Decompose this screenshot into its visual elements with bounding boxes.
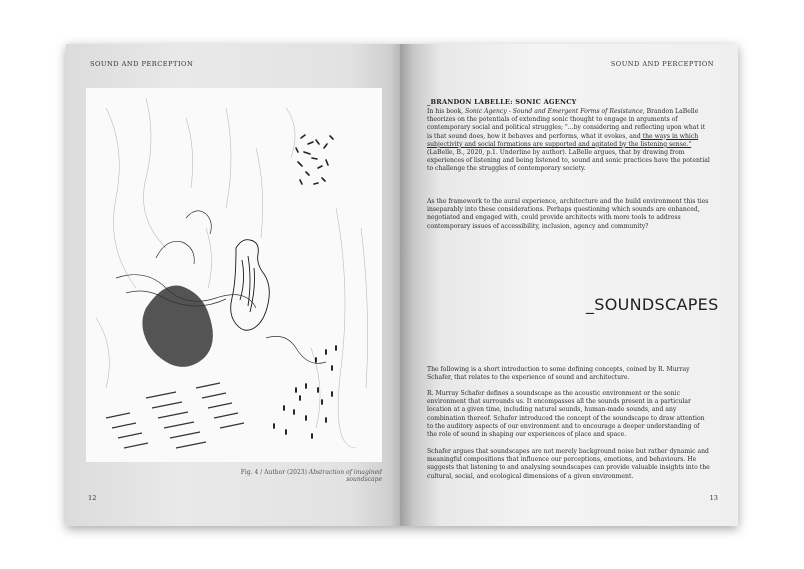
figure-caption (232, 469, 382, 484)
caption-title: Abstraction of imagined soundscape (308, 469, 382, 484)
page-number-left: 12 (88, 494, 97, 502)
soundscape-sketch-image (86, 88, 382, 462)
caption-prefix: Fig. 4 / Author (2023) (240, 469, 309, 476)
p1-body: , Brandon LaBelle theorizes on the potentials of extending sonic thought to engage in arguments of contemporary social and political struggles; "...by considering and reflecting upon what it is that sound does, how it behaves and performs, what it evokes, and (427, 108, 706, 140)
book-title: Sonic Agency - Sound and Emergent Forms of Resistance (465, 108, 643, 115)
section-heading-soundscapes: _SOUNDSCAPES (586, 295, 719, 314)
sketch-figure (86, 88, 382, 462)
left-page (66, 44, 400, 526)
running-head-left: SOUND AND PERCEPTION (90, 60, 194, 68)
underlined-quote: the ways in which subjectivity and social formations are supported and agitated by the listening sense." (427, 132, 699, 148)
paragraph-soundscape-argument: Schafer argues that soundscapes are not merely background noise but rather dynamic and meaningful compositions that influence our perceptions, emotions, and behaviours. He suggests that listening to and analysing soundscapes can provide valuable insights into the cultural, social, and ecological dimensions of a given environment. (427, 448, 710, 480)
book-spread (66, 44, 738, 526)
paragraph-labelle (427, 108, 710, 174)
p1-end: (LaBelle, B., 2020, p.1. Underline by author). LaBelle argues, that by drawing from experiences of listening and being listened to, sound and sonic practices have the potential to challenge the struggles of contemporary society. (427, 149, 710, 173)
running-head-right: SOUND AND PERCEPTION (610, 60, 714, 68)
section-heading-labelle: _BRANDON LABELLE: SONIC AGENCY (427, 98, 577, 106)
p1-intro: In his book, (427, 108, 466, 115)
right-page (400, 44, 738, 526)
page-number-right: 13 (709, 494, 718, 502)
paragraph-soundscape-definition: R. Murray Schafer defines a soundscape as the acoustic environment or the sonic environment that surrounds us. It encompasses all the sounds present in a particular location at a given time, including natural sounds, human-made sounds, and any combination thereof. Schafer introduced the concept of the soundscape to draw attention to the auditory aspects of our environment and to encourage a deeper understanding of the role of sound in shaping our experiences of place and space. (427, 390, 705, 439)
paragraph-intro-schafer: The following is a short introduction to some defining concepts, coined by R. Murray Schafer, that relates to the experience of sound and architecture. (427, 366, 690, 382)
paragraph-architecture: As the framework to the aural experience, architecture and the build environment this ties inseparably into these considerations. Perhaps questioning which sounds are enhanced, negotiated and engaged with, could provide architects with more tools to address contemporary issues of accessibility, inclusion, agency and community? (427, 198, 709, 230)
